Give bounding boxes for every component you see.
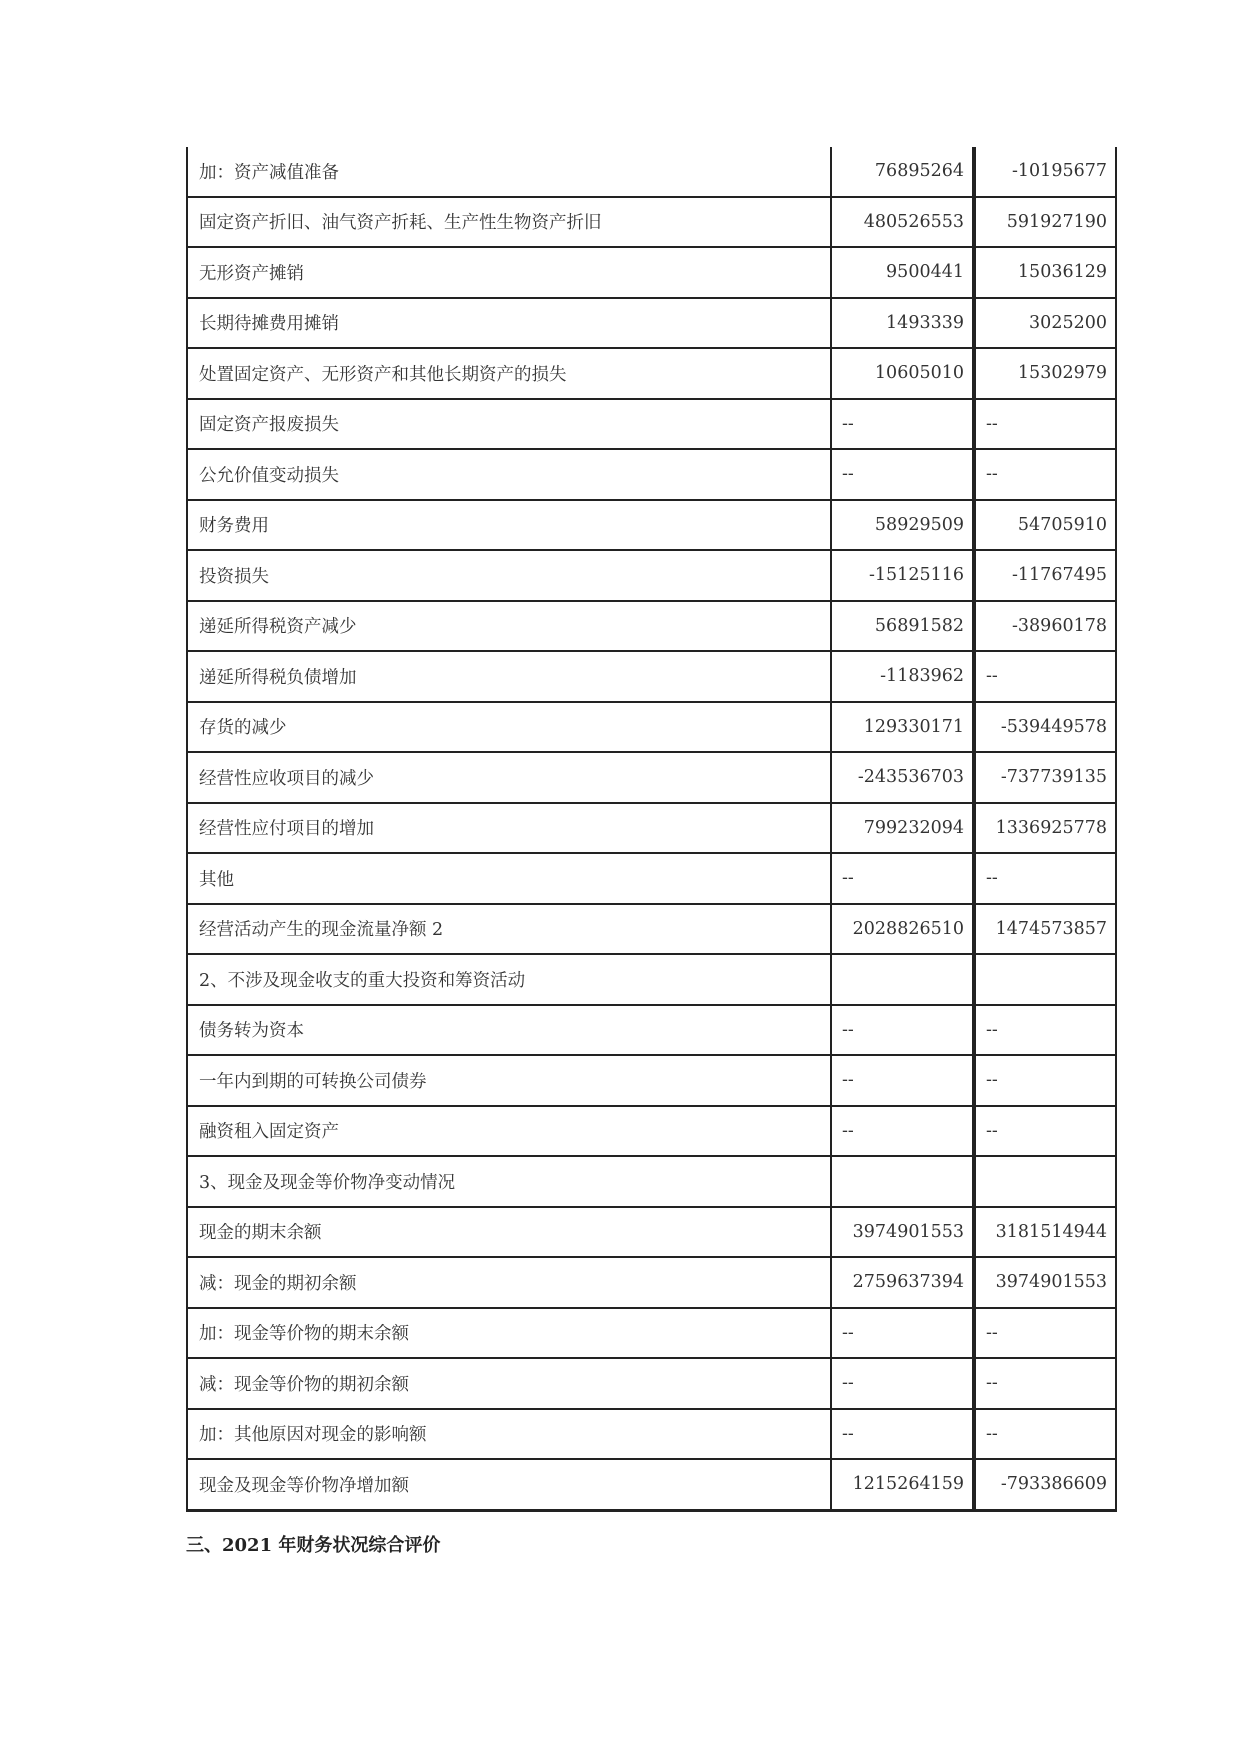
section-heading: 三、2021 年财务状况综合评价 bbox=[186, 1535, 441, 1556]
value-col-1: 1215264159 bbox=[831, 1459, 974, 1510]
table-row bbox=[187, 449, 1116, 500]
value-col-2: 3974901553 bbox=[974, 1257, 1116, 1308]
value-col-2: 1474573857 bbox=[974, 904, 1116, 955]
value-col-1: -- bbox=[831, 1409, 974, 1460]
value-col-1: 129330171 bbox=[831, 702, 974, 753]
table-row bbox=[187, 500, 1116, 551]
value-col-1: -- bbox=[831, 1358, 974, 1409]
value-col-1: 3974901553 bbox=[831, 1207, 974, 1258]
value-col-2: -793386609 bbox=[974, 1459, 1116, 1510]
table-row bbox=[187, 954, 1116, 1005]
value-col-2: 3181514944 bbox=[974, 1207, 1116, 1258]
value-col-2: -- bbox=[974, 1106, 1116, 1157]
table-row bbox=[187, 601, 1116, 652]
table-row bbox=[187, 1308, 1116, 1359]
value-col-2: -- bbox=[974, 449, 1116, 500]
table-row bbox=[187, 247, 1116, 298]
row-label: 加：现金等价物的期末余额 bbox=[187, 1308, 831, 1359]
value-col-2: 15036129 bbox=[974, 247, 1116, 298]
row-label: 融资租入固定资产 bbox=[187, 1106, 831, 1157]
row-label: 经营性应付项目的增加 bbox=[187, 803, 831, 854]
table-row bbox=[187, 1459, 1116, 1510]
row-label: 无形资产摊销 bbox=[187, 247, 831, 298]
row-label: 加：其他原因对现金的影响额 bbox=[187, 1409, 831, 1460]
value-col-2: -- bbox=[974, 1005, 1116, 1056]
table-row bbox=[187, 1106, 1116, 1157]
row-label: 3、现金及现金等价物净变动情况 bbox=[187, 1156, 831, 1207]
row-label: 减：现金的期初余额 bbox=[187, 1257, 831, 1308]
value-col-2: -539449578 bbox=[974, 702, 1116, 753]
table-row bbox=[187, 853, 1116, 904]
table-row bbox=[187, 1005, 1116, 1056]
table-row bbox=[187, 1207, 1116, 1258]
value-col-1: 56891582 bbox=[831, 601, 974, 652]
table-row bbox=[187, 1257, 1116, 1308]
value-col-1: 480526553 bbox=[831, 197, 974, 248]
table-row bbox=[187, 1409, 1116, 1460]
row-label: 递延所得税负债增加 bbox=[187, 651, 831, 702]
row-label: 其他 bbox=[187, 853, 831, 904]
value-col-2: 15302979 bbox=[974, 348, 1116, 399]
value-col-1: -15125116 bbox=[831, 550, 974, 601]
value-col-2: -- bbox=[974, 853, 1116, 904]
row-label: 固定资产折旧、油气资产折耗、生产性生物资产折旧 bbox=[187, 197, 831, 248]
table-row bbox=[187, 702, 1116, 753]
row-label: 存货的减少 bbox=[187, 702, 831, 753]
table-row bbox=[187, 399, 1116, 450]
value-col-2: 1336925778 bbox=[974, 803, 1116, 854]
value-col-2: -- bbox=[974, 399, 1116, 450]
value-col-2: -- bbox=[974, 1409, 1116, 1460]
value-col-2: -- bbox=[974, 651, 1116, 702]
value-col-1: -- bbox=[831, 1308, 974, 1359]
value-col-1 bbox=[831, 954, 974, 1005]
value-col-1: -1183962 bbox=[831, 651, 974, 702]
value-col-1: 1493339 bbox=[831, 298, 974, 349]
row-label: 经营性应收项目的减少 bbox=[187, 752, 831, 803]
row-label: 经营活动产生的现金流量净额 2 bbox=[187, 904, 831, 955]
value-col-2: -11767495 bbox=[974, 550, 1116, 601]
value-col-1: -- bbox=[831, 1106, 974, 1157]
table-row bbox=[187, 904, 1116, 955]
value-col-2: -- bbox=[974, 1308, 1116, 1359]
table-row bbox=[187, 651, 1116, 702]
value-col-2 bbox=[974, 954, 1116, 1005]
table-row bbox=[187, 550, 1116, 601]
value-col-1: 58929509 bbox=[831, 500, 974, 551]
table-row bbox=[187, 298, 1116, 349]
value-col-2: -737739135 bbox=[974, 752, 1116, 803]
value-col-1: 76895264 bbox=[831, 147, 974, 197]
value-col-2: -- bbox=[974, 1358, 1116, 1409]
value-col-1: 2028826510 bbox=[831, 904, 974, 955]
value-col-1: -- bbox=[831, 1055, 974, 1106]
table-row bbox=[187, 803, 1116, 854]
table-row bbox=[187, 1156, 1116, 1207]
row-label: 现金的期末余额 bbox=[187, 1207, 831, 1258]
value-col-1: -243536703 bbox=[831, 752, 974, 803]
value-col-2: 591927190 bbox=[974, 197, 1116, 248]
table-row bbox=[187, 197, 1116, 248]
row-label: 财务费用 bbox=[187, 500, 831, 551]
table-row bbox=[187, 1055, 1116, 1106]
row-label: 处置固定资产、无形资产和其他长期资产的损失 bbox=[187, 348, 831, 399]
value-col-1: 10605010 bbox=[831, 348, 974, 399]
value-col-2: -10195677 bbox=[974, 147, 1116, 197]
table-row bbox=[187, 752, 1116, 803]
row-label: 投资损失 bbox=[187, 550, 831, 601]
table-row bbox=[187, 348, 1116, 399]
value-col-1: -- bbox=[831, 449, 974, 500]
value-col-1: 9500441 bbox=[831, 247, 974, 298]
row-label: 减：现金等价物的期初余额 bbox=[187, 1358, 831, 1409]
value-col-2: 3025200 bbox=[974, 298, 1116, 349]
value-col-1 bbox=[831, 1156, 974, 1207]
row-label: 债务转为资本 bbox=[187, 1005, 831, 1056]
row-label: 公允价值变动损失 bbox=[187, 449, 831, 500]
value-col-2: -- bbox=[974, 1055, 1116, 1106]
row-label: 现金及现金等价物净增加额 bbox=[187, 1459, 831, 1510]
value-col-2 bbox=[974, 1156, 1116, 1207]
value-col-1: -- bbox=[831, 853, 974, 904]
table-body bbox=[187, 147, 1116, 1510]
table-row bbox=[187, 147, 1116, 197]
row-label: 固定资产报废损失 bbox=[187, 399, 831, 450]
value-col-2: -38960178 bbox=[974, 601, 1116, 652]
row-label: 长期待摊费用摊销 bbox=[187, 298, 831, 349]
table-row bbox=[187, 1358, 1116, 1409]
cash-flow-supplement-table bbox=[186, 147, 1117, 1512]
value-col-1: 799232094 bbox=[831, 803, 974, 854]
row-label: 递延所得税资产减少 bbox=[187, 601, 831, 652]
value-col-1: -- bbox=[831, 399, 974, 450]
value-col-2: 54705910 bbox=[974, 500, 1116, 551]
value-col-1: -- bbox=[831, 1005, 974, 1056]
row-label: 加：资产减值准备 bbox=[187, 147, 831, 197]
value-col-1: 2759637394 bbox=[831, 1257, 974, 1308]
row-label: 一年内到期的可转换公司债券 bbox=[187, 1055, 831, 1106]
row-label: 2、不涉及现金收支的重大投资和筹资活动 bbox=[187, 954, 831, 1005]
